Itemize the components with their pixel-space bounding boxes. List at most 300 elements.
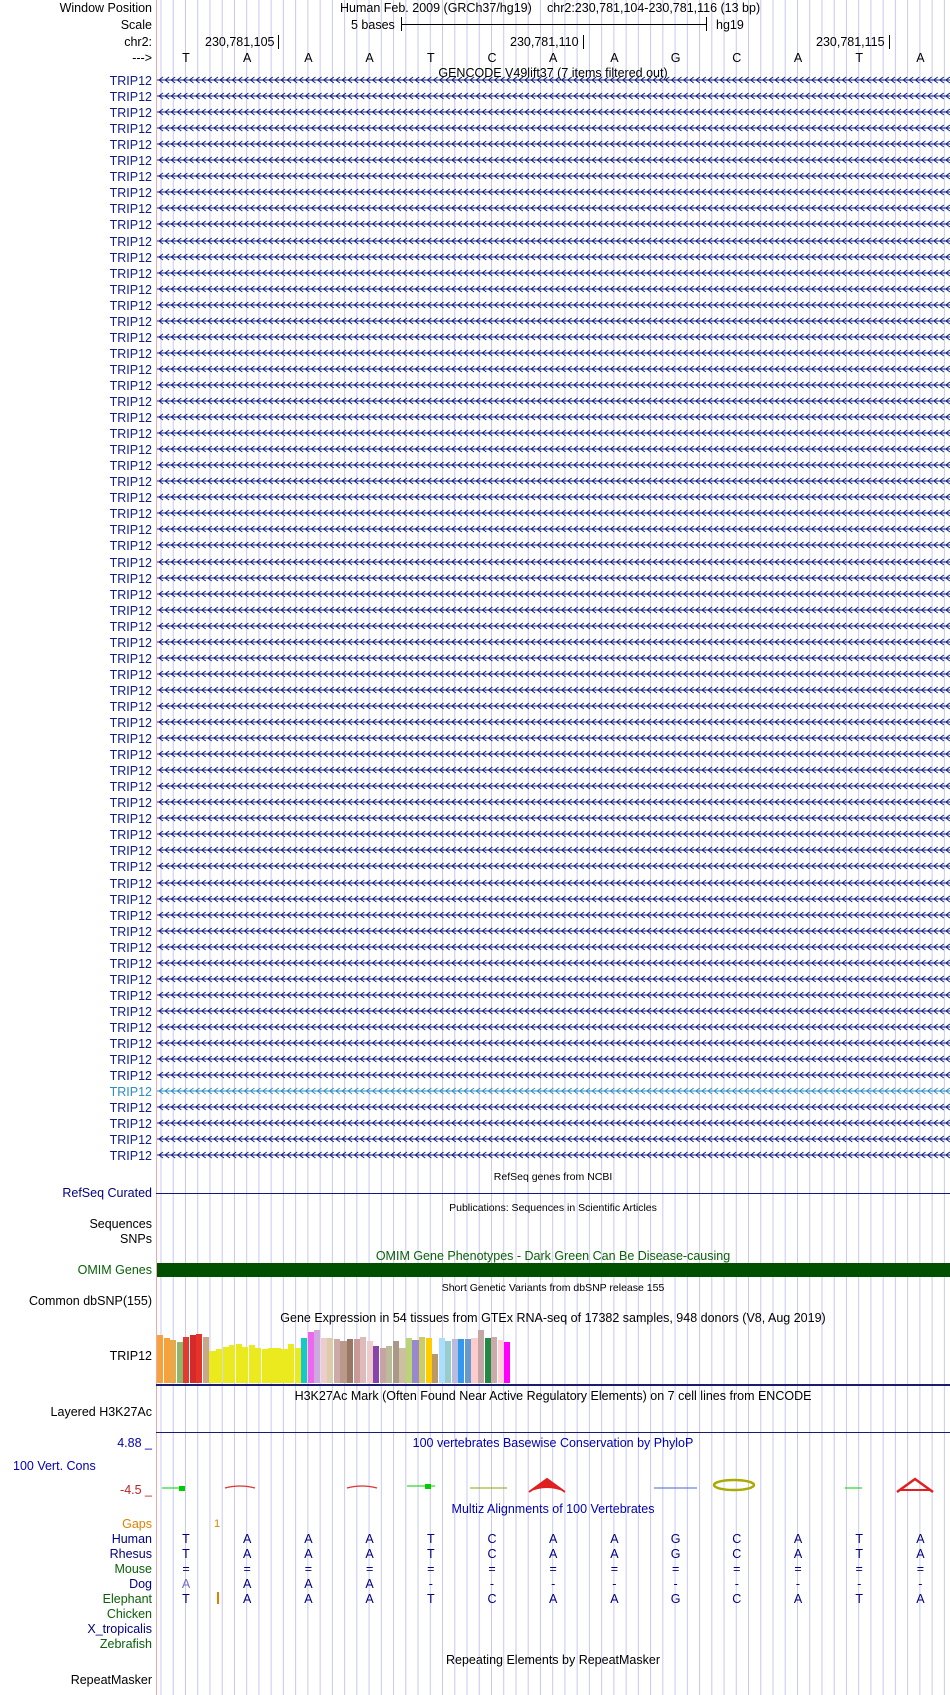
gencode-transcript-label[interactable]: TRIP12 <box>109 234 152 249</box>
gencode-transcript[interactable] <box>157 541 950 549</box>
gencode-transcript-label[interactable]: TRIP12 <box>109 1037 152 1051</box>
window-position-label: Window Position <box>59 1 152 15</box>
multiz-base: T <box>855 1547 864 1561</box>
gtex-tissue-bar[interactable] <box>340 1341 346 1383</box>
gencode-transcript[interactable] <box>157 509 950 517</box>
gencode-transcript[interactable] <box>157 140 950 148</box>
gencode-transcript-label[interactable]: TRIP12 <box>109 1101 152 1116</box>
multiz-base: = <box>427 1562 435 1576</box>
gtex-tissue-bar[interactable] <box>452 1339 458 1383</box>
gencode-transcript[interactable] <box>157 413 950 421</box>
multiz-base: = <box>304 1562 313 1576</box>
phylop-track-title: 100 vertebrates Basewise Conservation by PhyloP <box>412 1436 694 1450</box>
refseq-track-title: RefSeq genes from NCBI <box>493 1171 613 1183</box>
gencode-transcript-label[interactable]: TRIP12 <box>109 619 152 634</box>
multiz-base: A <box>916 1547 925 1561</box>
multiz-species-label[interactable]: Chicken <box>106 1607 152 1621</box>
gencode-transcript[interactable] <box>157 269 950 277</box>
gencode-transcript-label[interactable]: TRIP12 <box>109 443 152 458</box>
gencode-transcript-label[interactable]: TRIP12 <box>109 1053 152 1068</box>
gencode-transcript[interactable] <box>157 461 950 469</box>
gencode-transcript-label[interactable]: TRIP12 <box>109 699 152 714</box>
phylop-max-label: 4.88 _ <box>117 1436 152 1450</box>
multiz-species-label[interactable]: Dog <box>129 1577 152 1591</box>
multiz-base: = <box>794 1562 802 1576</box>
gtex-tissue-bar[interactable] <box>471 1338 477 1383</box>
phylop-track-label[interactable]: 100 Vert. Cons <box>13 1459 96 1473</box>
gencode-transcript[interactable] <box>157 846 950 854</box>
multiz-base: G <box>670 1592 681 1606</box>
h3k27ac-track-label[interactable]: Layered H3K27Ac <box>50 1405 152 1419</box>
multiz-base: = <box>488 1562 496 1576</box>
gencode-transcript[interactable] <box>157 237 950 245</box>
gencode-transcript-label[interactable]: TRIP12 <box>109 587 152 602</box>
gencode-transcript-label[interactable]: TRIP12 <box>109 411 152 426</box>
gencode-transcript[interactable] <box>157 606 950 614</box>
gencode-transcript[interactable] <box>157 1119 950 1127</box>
multiz-species-label[interactable]: Elephant <box>102 1592 152 1606</box>
dna-base: T <box>855 51 864 65</box>
gtex-tissue-bar[interactable] <box>190 1335 196 1383</box>
multiz-base: T <box>855 1532 864 1546</box>
gtex-tissue-bar[interactable] <box>196 1334 202 1383</box>
gencode-transcript-label[interactable]: TRIP12 <box>109 507 152 522</box>
gencode-transcript-label[interactable]: TRIP12 <box>109 748 152 763</box>
omim-track-title: OMIM Gene Phenotypes - Dark Green Can Be Disease-causing <box>375 1249 731 1263</box>
dna-base: A <box>549 51 558 65</box>
h3k27ac-baseline <box>156 1432 950 1433</box>
repeatmasker-track-label[interactable]: RepeatMasker <box>70 1673 152 1687</box>
multiz-base: = <box>733 1562 741 1576</box>
gtex-tissue-bar[interactable] <box>157 1335 163 1383</box>
gencode-transcript-label[interactable]: TRIP12 <box>109 603 152 618</box>
gencode-transcript[interactable] <box>157 574 950 582</box>
multiz-base: A <box>304 1532 313 1546</box>
gencode-transcript-label[interactable]: TRIP12 <box>109 491 152 506</box>
db-label: hg19 <box>716 18 744 32</box>
gencode-transcript[interactable] <box>157 317 950 325</box>
gencode-transcript-label[interactable]: TRIP12 <box>109 138 152 153</box>
multiz-species-label[interactable]: X_tropicalis <box>87 1622 152 1636</box>
dna-base: A <box>916 51 925 65</box>
gencode-transcript[interactable] <box>157 975 950 983</box>
gencode-transcript[interactable] <box>157 734 950 742</box>
gencode-transcript-label[interactable]: TRIP12 <box>109 346 152 361</box>
refseq-track-label[interactable]: RefSeq Curated <box>62 1186 152 1200</box>
gencode-transcript[interactable] <box>157 108 950 116</box>
multiz-base: A <box>549 1592 558 1606</box>
gencode-transcript-label[interactable]: TRIP12 <box>109 780 152 795</box>
dna-base: A <box>243 51 252 65</box>
gtex-tissue-bar[interactable] <box>255 1348 261 1383</box>
gencode-transcript-label[interactable]: TRIP12 <box>109 555 152 570</box>
multiz-base: A <box>610 1532 619 1546</box>
gencode-transcript[interactable] <box>157 1007 950 1015</box>
gencode-transcript-label[interactable]: TRIP12 <box>109 651 152 666</box>
gencode-transcript[interactable] <box>157 204 950 212</box>
gencode-transcript-label[interactable]: TRIP12 <box>109 956 152 971</box>
gencode-transcript-label[interactable]: TRIP12 <box>109 298 152 313</box>
multiz-base: = <box>855 1562 863 1576</box>
multiz-base: - <box>673 1577 678 1591</box>
gencode-transcript[interactable] <box>157 943 950 951</box>
gtex-tissue-bar[interactable] <box>177 1342 183 1383</box>
gtex-tissue-bar[interactable] <box>445 1341 451 1383</box>
gencode-transcript-label[interactable]: TRIP12 <box>109 1020 152 1035</box>
gtex-tissue-bar[interactable] <box>504 1342 510 1383</box>
multiz-base: A <box>549 1547 558 1561</box>
gencode-transcript-label[interactable]: TRIP12 <box>109 186 152 201</box>
gencode-transcript-label[interactable]: TRIP12 <box>109 395 152 409</box>
gtex-tissue-bar[interactable] <box>386 1346 392 1383</box>
multiz-base: A <box>304 1592 313 1606</box>
scale-bar-left-tick <box>401 17 402 31</box>
gencode-transcript-label[interactable]: TRIP12 <box>109 74 152 88</box>
multiz-base: A <box>610 1592 619 1606</box>
gtex-tissue-bar[interactable] <box>406 1338 412 1383</box>
gtex-tissue-bar[interactable] <box>439 1338 445 1383</box>
gencode-transcript[interactable] <box>157 862 950 870</box>
multiz-base: C <box>732 1532 742 1546</box>
gencode-transcript-label[interactable]: TRIP12 <box>109 266 152 281</box>
gencode-transcript-label[interactable]: TRIP12 <box>109 475 152 490</box>
multiz-base: C <box>487 1547 497 1561</box>
gencode-transcript-label[interactable]: TRIP12 <box>109 828 152 843</box>
coord-tick-mark <box>889 35 890 49</box>
gencode-transcript[interactable] <box>157 911 950 919</box>
gencode-transcript-label[interactable]: TRIP12 <box>109 218 152 233</box>
gencode-transcript[interactable] <box>157 991 950 999</box>
gtex-tissue-bar[interactable] <box>229 1345 235 1383</box>
gencode-transcript-label[interactable]: TRIP12 <box>109 330 152 345</box>
gencode-transcript[interactable] <box>157 830 950 838</box>
gtex-tissue-bar[interactable] <box>321 1338 327 1383</box>
gtex-expression-chart[interactable] <box>157 1325 537 1383</box>
dna-base: C <box>487 51 497 65</box>
gtex-tissue-bar[interactable] <box>183 1337 189 1383</box>
publications-snps-label[interactable]: SNPs <box>120 1232 152 1246</box>
multiz-base: T <box>182 1592 190 1606</box>
gencode-transcript[interactable] <box>157 220 950 228</box>
gencode-transcript-label[interactable]: TRIP12 <box>109 764 152 779</box>
multiz-base: T <box>182 1547 190 1561</box>
gencode-transcript-label[interactable]: TRIP12 <box>109 362 152 377</box>
elephant-insertion-mark <box>217 1592 219 1604</box>
multiz-base: A <box>549 1532 558 1546</box>
publications-sequences-label[interactable]: Sequences <box>89 1217 152 1231</box>
gtex-tissue-bar[interactable] <box>216 1349 222 1383</box>
gencode-transcript[interactable] <box>157 654 950 662</box>
gencode-transcript[interactable] <box>157 1023 950 1031</box>
gtex-tissue-bar[interactable] <box>360 1337 366 1383</box>
gtex-tissue-bar[interactable] <box>354 1339 360 1383</box>
gencode-transcript[interactable] <box>157 638 950 646</box>
gencode-transcript-label[interactable]: TRIP12 <box>109 1069 152 1084</box>
gencode-transcript[interactable] <box>157 525 950 533</box>
multiz-base: A <box>243 1577 252 1591</box>
multiz-base: A <box>243 1592 252 1606</box>
multiz-base: G <box>670 1532 681 1546</box>
gencode-transcript[interactable] <box>157 750 950 758</box>
gencode-transcript-label[interactable]: TRIP12 <box>109 860 152 875</box>
gencode-transcript-label[interactable]: TRIP12 <box>109 459 152 474</box>
gencode-transcript[interactable] <box>157 879 950 887</box>
gencode-transcript[interactable] <box>157 349 950 357</box>
gencode-transcript-label[interactable]: TRIP12 <box>109 202 152 217</box>
multiz-base: T <box>426 1592 435 1606</box>
multiz-base: A <box>304 1577 313 1591</box>
multiz-base: = <box>182 1562 190 1576</box>
multiz-base: A <box>365 1532 374 1546</box>
gtex-tissue-bar[interactable] <box>236 1344 242 1383</box>
gencode-transcript[interactable] <box>157 188 950 196</box>
gencode-transcript[interactable] <box>157 285 950 293</box>
gencode-transcript-label[interactable]: TRIP12 <box>109 892 152 907</box>
gencode-transcript-label[interactable]: TRIP12 <box>109 844 152 859</box>
gtex-tissue-bar[interactable] <box>170 1340 176 1384</box>
multiz-base: A <box>916 1592 925 1606</box>
gencode-transcript[interactable] <box>157 1071 950 1079</box>
gencode-transcript-label[interactable]: TRIP12 <box>109 539 152 554</box>
gtex-tissue-bar[interactable] <box>164 1338 170 1383</box>
dna-base: A <box>304 51 313 65</box>
multiz-base: A <box>793 1532 803 1546</box>
gtex-tissue-bar[interactable] <box>419 1337 425 1383</box>
gencode-transcript[interactable] <box>157 622 950 630</box>
multiz-base: C <box>487 1592 497 1606</box>
coord-tick-label: 230,781,110 <box>510 35 579 49</box>
gtex-tissue-bar[interactable] <box>498 1340 504 1383</box>
gencode-transcript-label[interactable]: TRIP12 <box>109 1149 152 1164</box>
gencode-transcript[interactable] <box>157 477 950 485</box>
multiz-base: C <box>732 1547 742 1561</box>
gencode-transcript[interactable] <box>157 156 950 164</box>
gencode-transcript-label[interactable]: TRIP12 <box>109 314 152 329</box>
gtex-tissue-bar[interactable] <box>485 1338 491 1383</box>
gtex-tissue-bar[interactable] <box>465 1339 471 1383</box>
multiz-base: T <box>855 1592 864 1606</box>
gtex-tissue-bar[interactable] <box>393 1341 399 1383</box>
scale-label: Scale <box>120 18 152 32</box>
gencode-transcript[interactable] <box>157 718 950 726</box>
multiz-base: A <box>916 1532 925 1546</box>
coord-tick-mark <box>583 35 584 49</box>
phylop-conservation-graph[interactable] <box>157 1448 950 1500</box>
gtex-tissue-bar[interactable] <box>380 1348 386 1383</box>
gencode-transcript[interactable] <box>157 558 950 566</box>
gencode-transcript[interactable] <box>157 959 950 967</box>
multiz-base: A <box>365 1592 374 1606</box>
gencode-transcript[interactable] <box>157 253 950 261</box>
multiz-base: A <box>243 1532 252 1546</box>
gencode-transcript[interactable] <box>157 670 950 678</box>
omim-track-label[interactable]: OMIM Genes <box>77 1263 152 1277</box>
gtex-tissue-bar[interactable] <box>432 1354 438 1383</box>
gtex-tissue-bar[interactable] <box>249 1345 255 1383</box>
gtex-tissue-bar[interactable] <box>373 1346 379 1383</box>
gtex-tissue-bar[interactable] <box>295 1348 301 1383</box>
gencode-transcript-label[interactable]: TRIP12 <box>109 523 152 538</box>
gtex-track-label[interactable]: TRIP12 <box>109 1349 152 1363</box>
gencode-transcript-label[interactable]: TRIP12 <box>109 876 152 891</box>
strand-label: ---> <box>132 51 152 65</box>
gencode-transcript[interactable] <box>157 927 950 935</box>
gencode-transcript[interactable] <box>157 301 950 309</box>
gencode-transcript-label[interactable]: TRIP12 <box>109 716 152 730</box>
gencode-transcript[interactable] <box>157 590 950 598</box>
gencode-transcript-label[interactable]: TRIP12 <box>109 1117 152 1132</box>
gtex-tissue-bar[interactable] <box>301 1338 307 1383</box>
publications-track-title: Publications: Sequences in Scientific Articles <box>449 1202 657 1214</box>
gencode-transcript[interactable] <box>157 381 950 389</box>
gencode-transcript-label[interactable]: TRIP12 <box>109 250 152 265</box>
gtex-tissue-bar[interactable] <box>288 1344 294 1383</box>
gencode-transcript-label[interactable]: TRIP12 <box>109 378 152 393</box>
gtex-tissue-bar[interactable] <box>367 1341 373 1383</box>
multiz-track-title: Multiz Alignments of 100 Vertebrates <box>451 1502 655 1516</box>
coord-tick-label: 230,781,105 <box>205 35 275 49</box>
multiz-base: = <box>671 1562 680 1576</box>
multiz-species-label[interactable]: Zebrafish <box>99 1637 152 1651</box>
gencode-transcript-label[interactable]: TRIP12 <box>109 154 152 169</box>
gencode-track-title: GENCODE V49lift37 (7 items filtered out) <box>438 66 668 80</box>
gencode-transcript-label[interactable]: TRIP12 <box>109 732 152 747</box>
gencode-transcript-label[interactable]: TRIP12 <box>109 282 152 297</box>
gencode-transcript-label[interactable]: TRIP12 <box>109 796 152 811</box>
multiz-base: - <box>489 1577 495 1591</box>
gtex-tissue-bar[interactable] <box>478 1330 484 1383</box>
multiz-base: - <box>918 1577 923 1591</box>
multiz-base: = <box>365 1562 374 1576</box>
multiz-species-label[interactable]: Mouse <box>114 1562 152 1576</box>
gencode-transcript-label[interactable]: TRIP12 <box>109 683 152 698</box>
gencode-transcript[interactable] <box>157 429 950 437</box>
multiz-base: T <box>426 1547 435 1561</box>
gtex-tissue-bar[interactable] <box>203 1337 209 1383</box>
gtex-tissue-bar[interactable] <box>209 1351 215 1383</box>
gencode-transcript[interactable] <box>157 1087 950 1095</box>
gencode-transcript[interactable] <box>157 397 950 405</box>
gencode-transcript[interactable] <box>157 445 950 453</box>
multiz-base: - <box>857 1577 862 1591</box>
multiz-base: T <box>182 1532 190 1546</box>
scale-bar <box>401 24 707 25</box>
dna-base: C <box>732 51 742 65</box>
gtex-tissue-bar[interactable] <box>412 1340 418 1383</box>
gencode-transcript[interactable] <box>157 172 950 180</box>
assembly-label[interactable]: Human Feb. 2009 (GRCh37/hg19) <box>340 1 532 15</box>
position-label[interactable]: chr2:230,781,104-230,781,116 (13 bp) <box>547 1 761 15</box>
gencode-transcript-label[interactable]: TRIP12 <box>109 427 152 442</box>
gtex-tissue-bar[interactable] <box>268 1348 274 1383</box>
gtex-tissue-bar[interactable] <box>308 1332 314 1383</box>
omim-gene-bar[interactable] <box>157 1263 950 1277</box>
dna-base: G <box>670 51 681 65</box>
gencode-transcript-label[interactable]: TRIP12 <box>109 106 152 121</box>
gtex-tissue-bar[interactable] <box>426 1338 432 1383</box>
gencode-transcript-label[interactable]: TRIP12 <box>109 1085 152 1100</box>
multiz-species-label[interactable]: Human <box>111 1532 152 1546</box>
gtex-tissue-bar[interactable] <box>275 1348 281 1383</box>
gencode-transcript-label[interactable]: TRIP12 <box>109 988 152 1003</box>
gencode-transcript[interactable] <box>157 814 950 822</box>
gencode-transcript-label[interactable]: TRIP12 <box>109 122 152 137</box>
gencode-transcript-label[interactable]: TRIP12 <box>109 924 152 939</box>
dna-base: A <box>793 51 803 65</box>
coord-tick-label: 230,781,115 <box>816 35 885 49</box>
gencode-transcript-label[interactable]: TRIP12 <box>109 170 152 185</box>
gencode-transcript-label[interactable]: TRIP12 <box>109 1133 152 1148</box>
gencode-transcript-label[interactable]: TRIP12 <box>109 635 152 650</box>
gencode-transcript[interactable] <box>157 1055 950 1063</box>
gtex-tissue-bar[interactable] <box>281 1349 287 1383</box>
gencode-transcript[interactable] <box>157 1135 950 1143</box>
gtex-tissue-bar[interactable] <box>314 1330 320 1383</box>
gencode-transcript-label[interactable]: TRIP12 <box>109 1004 152 1019</box>
gencode-transcript[interactable] <box>157 1103 950 1111</box>
gencode-transcript[interactable] <box>157 798 950 806</box>
gencode-transcript[interactable] <box>157 766 950 774</box>
dbsnp-track-label[interactable]: Common dbSNP(155) <box>29 1294 152 1308</box>
gencode-transcript-label[interactable]: TRIP12 <box>109 972 152 987</box>
gencode-transcript[interactable] <box>157 1151 950 1159</box>
dna-base: T <box>182 51 190 65</box>
gtex-tissue-bar[interactable] <box>491 1337 497 1383</box>
gencode-transcript[interactable] <box>157 895 950 903</box>
phylop-marks <box>162 1479 933 1492</box>
gencode-transcript[interactable] <box>157 686 950 694</box>
gencode-transcript-label[interactable]: TRIP12 <box>109 812 152 827</box>
gtex-tissue-bar[interactable] <box>223 1347 229 1383</box>
gencode-transcript[interactable] <box>157 92 950 100</box>
gencode-transcript-label[interactable]: TRIP12 <box>109 667 152 682</box>
gtex-tissue-bar[interactable] <box>334 1339 340 1383</box>
gencode-transcript[interactable] <box>157 702 950 710</box>
multiz-base: A <box>365 1577 374 1591</box>
multiz-species-label[interactable]: Rhesus <box>109 1547 152 1561</box>
gencode-transcript[interactable] <box>157 1039 950 1047</box>
gencode-transcript[interactable] <box>157 76 950 84</box>
multiz-base: - <box>734 1577 739 1591</box>
multiz-gaps-label[interactable]: Gaps <box>122 1517 152 1531</box>
dna-base: A <box>365 51 374 65</box>
gencode-transcript-label[interactable]: TRIP12 <box>109 940 152 955</box>
multiz-base: A <box>793 1547 803 1561</box>
refseq-line[interactable] <box>156 1193 950 1194</box>
gencode-transcript-label[interactable]: TRIP12 <box>109 90 152 105</box>
gencode-transcript[interactable] <box>157 124 950 132</box>
multiz-base: T <box>426 1532 435 1546</box>
multiz-base: A <box>181 1577 191 1591</box>
gtex-tissue-bar[interactable] <box>458 1339 464 1383</box>
multiz-base: G <box>670 1547 681 1561</box>
gencode-transcript-label[interactable]: TRIP12 <box>109 571 152 586</box>
gtex-tissue-bar[interactable] <box>327 1338 333 1383</box>
gencode-transcript[interactable] <box>157 333 950 341</box>
gtex-tissue-bar[interactable] <box>262 1349 268 1383</box>
gencode-transcript[interactable] <box>157 365 950 373</box>
gtex-tissue-bar[interactable] <box>399 1348 405 1383</box>
gtex-tissue-bar[interactable] <box>242 1347 248 1383</box>
multiz-base: = <box>243 1562 251 1576</box>
gencode-transcript[interactable] <box>157 493 950 501</box>
scale-bar-right-tick <box>706 17 707 31</box>
multiz-base: A <box>365 1547 374 1561</box>
gtex-tissue-bar[interactable] <box>347 1339 353 1383</box>
gencode-transcript-label[interactable]: TRIP12 <box>109 908 152 923</box>
multiz-base: - <box>612 1577 617 1591</box>
gencode-transcript[interactable] <box>157 782 950 790</box>
